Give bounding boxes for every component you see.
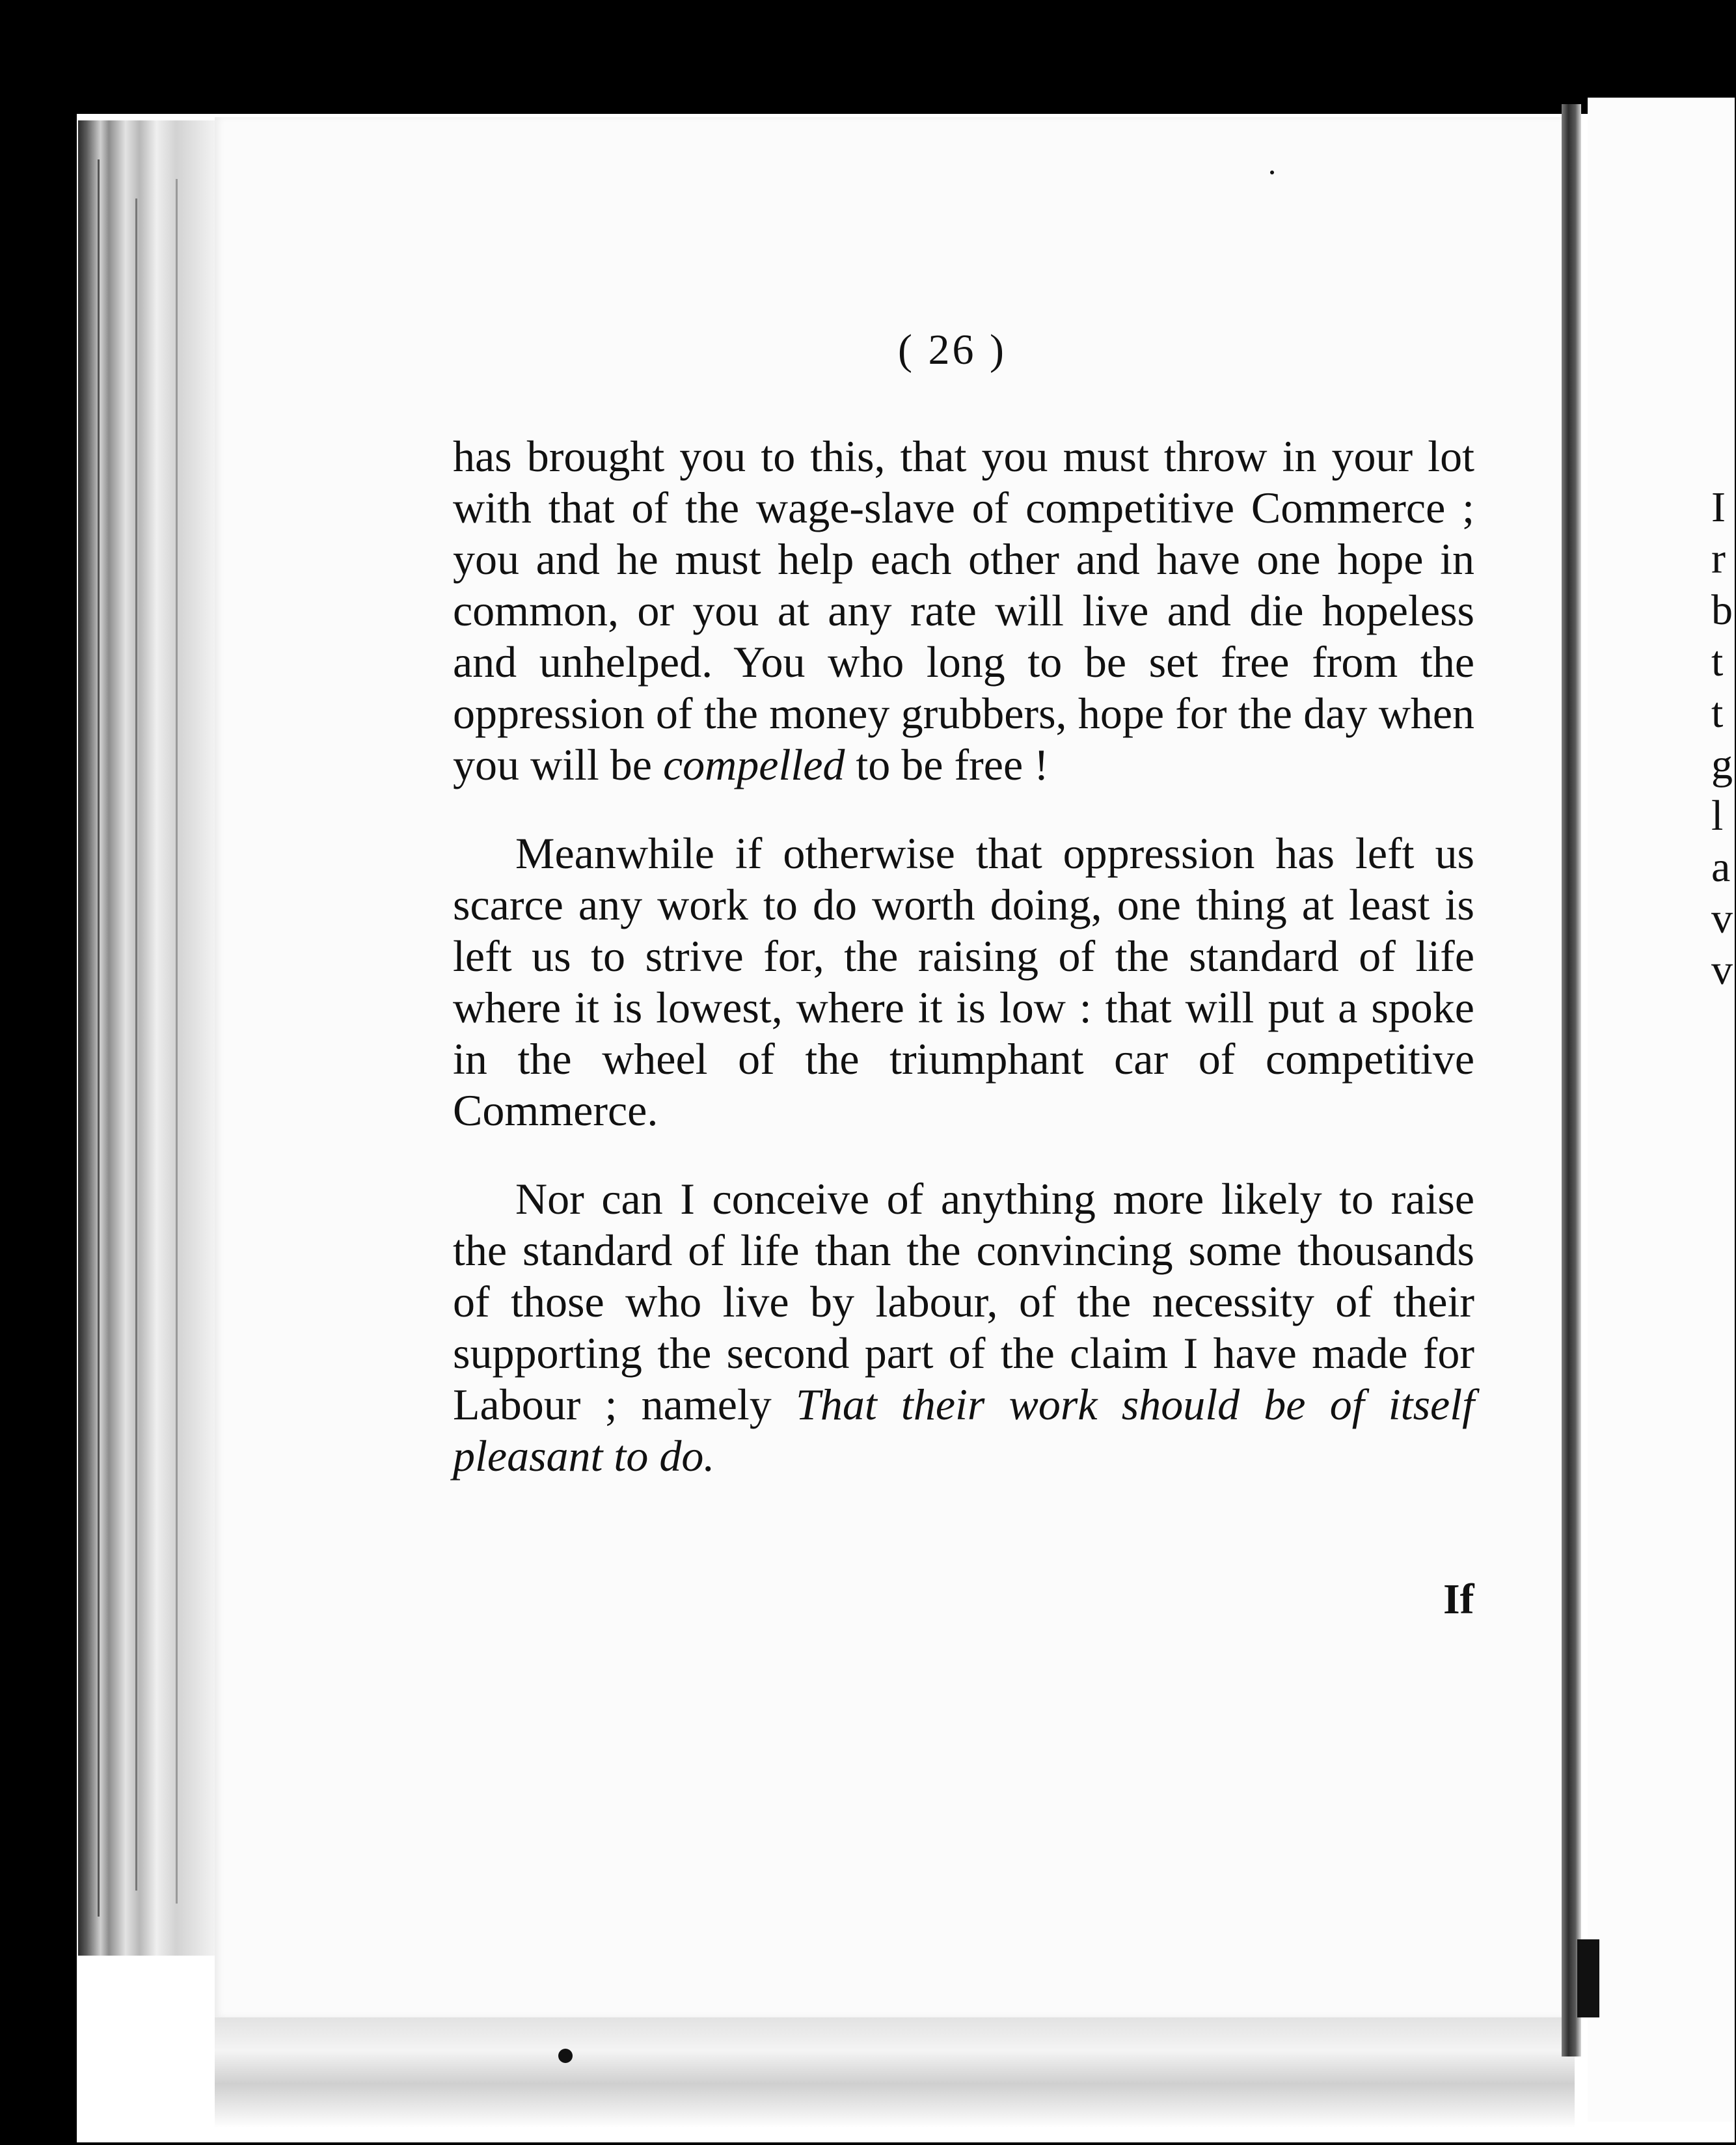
gutter-shadow-mark [1577,1939,1599,2017]
scan-border-bottom [0,2142,1736,2145]
paper-speck [558,2049,573,2063]
page-edge-line [135,198,137,1891]
book-gutter [1562,104,1581,2056]
text-run: Meanwhile if otherwise that oppression has left us scarce any work to do worth doing, one thing at least is left us to strive for, the raising of the standard of life where it is lowest, where it is low : that will put a spoke in the wheel of the triumphant car of competitive Commerce. [453,828,1474,1135]
catchword: If [1443,1576,1474,1623]
facing-page-letters: I r b t t g l a v v [1711,484,1733,994]
italic-text: compelled [662,740,845,789]
paragraph [453,1173,1474,1482]
page-edge-line [98,159,100,1917]
text-run: to be free ! [845,740,1049,789]
page-bottom-edge [215,2017,1575,2128]
paragraph [453,431,1474,791]
body-text [453,431,1474,1482]
book-page-edges [78,120,218,1956]
facing-page [1588,98,1735,2122]
paragraph [453,828,1474,1136]
page-number: ( 26 ) [898,326,1007,374]
text-run: has brought you to this, that you must throw in your lot with that of the wage-slave of competitive Commerce ; you and he must help each other and have one hope in common, or you at any rate will live and die hopeless and unhelped. You who long to be set free from the oppression of the money grubbers, hope for the day when you will be [453,431,1474,789]
page-edge-line [176,179,178,1904]
scan-border-left [0,0,77,2145]
scan-border-top [0,0,1736,114]
paper-speck [1270,171,1274,174]
italic-text: That their work should be of itself pleasant to do. [453,1380,1474,1481]
text-run: Nor can I conceive of anything more likely to raise the standard of life than the convincing some thousands of those who live by labour, of the necessity of their supporting the second part of the claim I have made for Labour ; namely [453,1174,1474,1429]
